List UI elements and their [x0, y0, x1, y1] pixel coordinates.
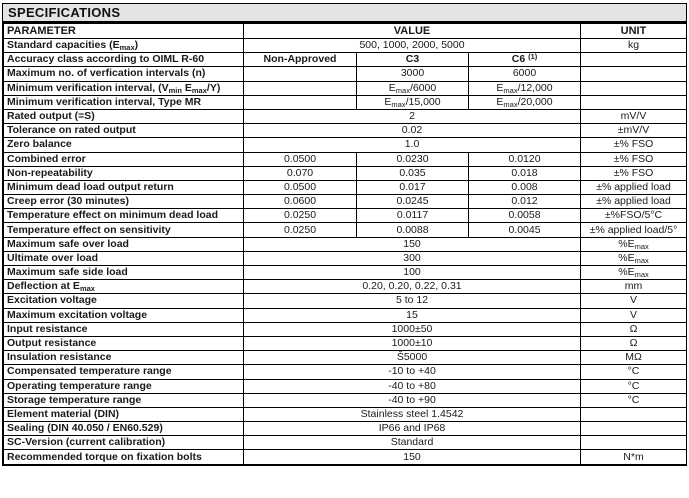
unit-cell: $\%E_{max}$	[581, 237, 687, 251]
unit-cell: ±% FSO	[581, 138, 687, 152]
param-cell: Creep error (30 minutes)	[4, 195, 244, 209]
value-cell: 0.0088	[357, 223, 469, 237]
value-cell: 0.018	[469, 166, 581, 180]
spec-table-body	[4, 39, 687, 465]
value-cell: 0.017	[357, 180, 469, 194]
value-cell	[244, 67, 357, 81]
param-cell: Input resistance	[4, 322, 244, 336]
unit-cell	[581, 422, 687, 436]
value-cell: 0.0600	[244, 195, 357, 209]
table-row	[4, 351, 687, 365]
value-cell: $E_{max}/6000$	[357, 81, 469, 95]
unit-cell	[581, 67, 687, 81]
table-row	[4, 180, 687, 194]
unit-cell: ±%FSO/5°C	[581, 209, 687, 223]
value-cell: 0.070	[244, 166, 357, 180]
param-cell: SC-Version (current calibration)	[4, 436, 244, 450]
unit-cell: ±% applied load	[581, 195, 687, 209]
table-row	[4, 124, 687, 138]
value-cell: C6 $^{(1)}$	[469, 53, 581, 67]
unit-cell: °C	[581, 365, 687, 379]
param-cell: Recommended torque on fixation bolts	[4, 450, 244, 464]
value-cell: 0.0500	[244, 152, 357, 166]
param-cell: Compensated temperature range	[4, 365, 244, 379]
table-row	[4, 251, 687, 265]
param-cell: Tolerance on rated output	[4, 124, 244, 138]
param-cell: Standard capacities $(E_{max})$	[4, 39, 244, 53]
param-cell: Ultimate over load	[4, 251, 244, 265]
table-row	[4, 166, 687, 180]
value-cell: Standard	[244, 436, 581, 450]
param-cell: Non-repeatability	[4, 166, 244, 180]
col-header-unit: UNIT	[581, 24, 687, 39]
value-cell: 0.0500	[244, 180, 357, 194]
col-header-value: VALUE	[244, 24, 581, 39]
value-cell: 5 to 12	[244, 294, 581, 308]
table-row	[4, 436, 687, 450]
param-cell: Maximum safe side load	[4, 266, 244, 280]
value-cell: 300	[244, 251, 581, 265]
table-title: SPECIFICATIONS	[8, 5, 121, 20]
spec-table	[3, 23, 687, 465]
table-row	[4, 109, 687, 123]
table-row	[4, 237, 687, 251]
value-cell: 0.20, 0.20, 0.22, 0.31	[244, 280, 581, 294]
value-cell: Š5000	[244, 351, 581, 365]
param-cell: Element material (DIN)	[4, 407, 244, 421]
value-cell: 1000±10	[244, 336, 581, 350]
param-cell: Storage temperature range	[4, 393, 244, 407]
unit-cell	[581, 407, 687, 421]
table-row	[4, 138, 687, 152]
value-cell: 0.035	[357, 166, 469, 180]
param-cell: Operating temperature range	[4, 379, 244, 393]
param-cell: Temperature effect on minimum dead load	[4, 209, 244, 223]
value-cell: 0.008	[469, 180, 581, 194]
param-cell: Zero balance	[4, 138, 244, 152]
param-cell: Sealing (DIN 40.050 / EN60.529)	[4, 422, 244, 436]
unit-cell: Ω	[581, 336, 687, 350]
value-cell: 0.012	[469, 195, 581, 209]
param-cell: Output resistance	[4, 336, 244, 350]
param-cell: Rated output (=S)	[4, 109, 244, 123]
value-cell: -40 to +90	[244, 393, 581, 407]
value-cell	[244, 95, 357, 109]
col-header-parameter: PARAMETER	[4, 24, 244, 39]
unit-cell	[581, 95, 687, 109]
table-row	[4, 152, 687, 166]
unit-cell: Ω	[581, 322, 687, 336]
unit-cell: °C	[581, 379, 687, 393]
unit-cell	[581, 436, 687, 450]
value-cell: 1000±50	[244, 322, 581, 336]
table-row	[4, 308, 687, 322]
table-row	[4, 95, 687, 109]
value-cell: 0.0250	[244, 223, 357, 237]
unit-cell: mV/V	[581, 109, 687, 123]
unit-cell: ±% applied load/5°	[581, 223, 687, 237]
value-cell: 0.0250	[244, 209, 357, 223]
param-cell: Accuracy class according to OIML R-60	[4, 53, 244, 67]
unit-cell: $\%E_{max}$	[581, 251, 687, 265]
value-cell: 150	[244, 237, 581, 251]
table-row	[4, 195, 687, 209]
value-cell: 0.0045	[469, 223, 581, 237]
value-cell: IP66 and IP68	[244, 422, 581, 436]
unit-cell: ±% FSO	[581, 166, 687, 180]
table-row	[4, 322, 687, 336]
value-cell: 500, 1000, 2000, 5000	[244, 39, 581, 53]
value-cell: 0.0058	[469, 209, 581, 223]
value-cell: 150	[244, 450, 581, 464]
table-title-bar	[3, 4, 686, 23]
unit-cell: kg	[581, 39, 687, 53]
unit-cell: ±mV/V	[581, 124, 687, 138]
table-row	[4, 280, 687, 294]
unit-cell: $\%E_{max}$	[581, 266, 687, 280]
value-cell: Non-Approved	[244, 53, 357, 67]
param-cell: Maximum no. of verfication intervals (n)	[4, 67, 244, 81]
unit-cell: MΩ	[581, 351, 687, 365]
value-cell: 2	[244, 109, 581, 123]
value-cell: $E_{max}/15,000$	[357, 95, 469, 109]
value-cell: 0.0230	[357, 152, 469, 166]
table-row	[4, 209, 687, 223]
header-row	[4, 24, 687, 39]
table-row	[4, 365, 687, 379]
unit-cell: V	[581, 308, 687, 322]
unit-cell: °C	[581, 393, 687, 407]
table-row	[4, 294, 687, 308]
param-cell: Maximum safe over load	[4, 237, 244, 251]
param-cell: Temperature effect on sensitivity	[4, 223, 244, 237]
param-cell: Insulation resistance	[4, 351, 244, 365]
value-cell: $E_{max}/20,000$	[469, 95, 581, 109]
value-cell: 0.0120	[469, 152, 581, 166]
unit-cell: ±% applied load	[581, 180, 687, 194]
table-row	[4, 393, 687, 407]
value-cell: 15	[244, 308, 581, 322]
value-cell: -40 to +80	[244, 379, 581, 393]
param-cell: Minimum verification interval, ($V_{min}$ $E_{max}/Y$)	[4, 81, 244, 95]
unit-cell: mm	[581, 280, 687, 294]
value-cell: 100	[244, 266, 581, 280]
param-cell: Minimum dead load output return	[4, 180, 244, 194]
value-cell	[244, 81, 357, 95]
table-row	[4, 422, 687, 436]
param-cell: Deflection at $E_{max}$	[4, 280, 244, 294]
table-row	[4, 450, 687, 464]
value-cell: Stainless steel 1.4542	[244, 407, 581, 421]
param-cell: Minimum verification interval, Type MR	[4, 95, 244, 109]
table-row	[4, 379, 687, 393]
unit-cell	[581, 81, 687, 95]
unit-cell	[581, 53, 687, 67]
param-cell: Excitation voltage	[4, 294, 244, 308]
table-row	[4, 67, 687, 81]
value-cell: 6000	[469, 67, 581, 81]
value-cell: 0.02	[244, 124, 581, 138]
table-row	[4, 81, 687, 95]
value-cell: 0.0245	[357, 195, 469, 209]
table-row	[4, 39, 687, 53]
unit-cell: ±% FSO	[581, 152, 687, 166]
table-row	[4, 336, 687, 350]
unit-cell: V	[581, 294, 687, 308]
param-cell: Maximum excitation voltage	[4, 308, 244, 322]
value-cell: 0.0117	[357, 209, 469, 223]
value-cell: 3000	[357, 67, 469, 81]
value-cell: $E_{max}/12,000$	[469, 81, 581, 95]
table-row	[4, 223, 687, 237]
table-row	[4, 53, 687, 67]
unit-cell: N*m	[581, 450, 687, 464]
specification-sheet	[2, 3, 687, 466]
value-cell: C3	[357, 53, 469, 67]
value-cell: 1.0	[244, 138, 581, 152]
param-cell: Combined error	[4, 152, 244, 166]
table-row	[4, 407, 687, 421]
table-row	[4, 266, 687, 280]
value-cell: -10 to +40	[244, 365, 581, 379]
